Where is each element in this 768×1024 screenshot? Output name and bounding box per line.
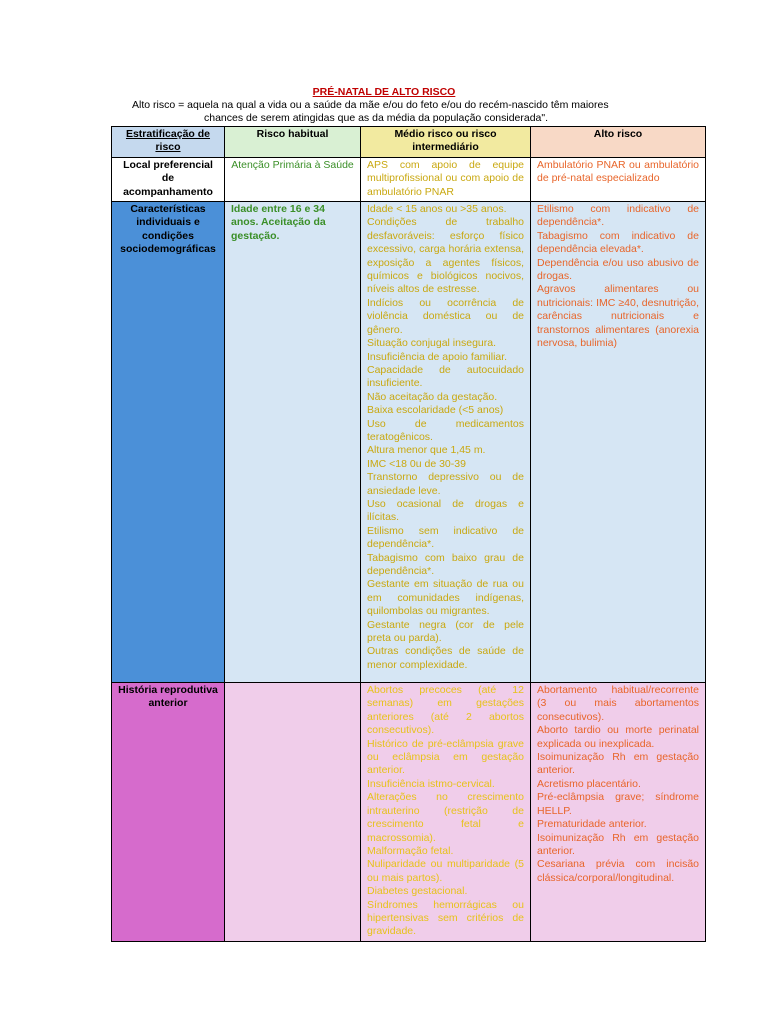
list-item: Agravos alimentares ou nutricionais: IMC ≥40, desnutrição, carências nutricionais e transtornos alimentares (anorexia nervosa, bulimia) xyxy=(537,283,699,350)
intro-paragraph xyxy=(112,99,702,125)
list-item: Capacidade de autocuidado insuficiente. xyxy=(367,363,524,390)
row-reprodutiva-label: História reprodutiva anterior xyxy=(112,683,225,942)
list-item: Aborto tardio ou morte perinatal explicada ou inexplicada. xyxy=(537,724,699,750)
list-item: Tabagismo com indicativo de dependência elevada*. xyxy=(537,229,699,256)
row-socio-medio xyxy=(361,202,531,683)
header-medio-risco: Médio risco ou risco intermediário xyxy=(361,127,531,158)
list-item: Idade < 15 anos ou >35 anos. xyxy=(367,203,507,216)
list-item: Baixa escolaridade (<5 anos) xyxy=(367,404,504,417)
list-item: Uso ocasional de drogas e ilícitas. xyxy=(367,497,524,524)
list-item: Tabagismo com baixo grau de dependência*. xyxy=(367,551,524,577)
list-item: Situação conjugal insegura. xyxy=(367,337,497,350)
list-item: Insuficiência de apoio familiar. xyxy=(367,350,508,363)
row-local-alto: Ambulatório PNAR ou ambulatório de pré-natal especializado xyxy=(531,157,706,201)
row-socio-label: Características individuais e condições sociodemográficas xyxy=(112,202,225,683)
row-reprodutiva-alto xyxy=(531,683,706,942)
list-item: Gestante em situação de rua ou em comunidades indígenas, quilombolas ou migrantes. xyxy=(367,578,524,618)
list-item: Isoimunização Rh em gestação anterior. xyxy=(537,831,699,857)
row-reprodutiva-medio xyxy=(361,683,531,942)
list-item: Histórico de pré-eclâmpsia grave ou eclâmpsia em gestação anterior. xyxy=(367,737,524,777)
header-risco-habitual: Risco habitual xyxy=(225,127,361,158)
list-item: Abortos precoces (até 12 semanas) em gestações anteriores (até 2 abortos consecutivos). xyxy=(367,684,524,737)
list-item: Etilismo sem indicativo de dependência*. xyxy=(367,524,524,551)
intro-line-2: chances de serem atingidas que as da média da população considerada". xyxy=(204,112,549,124)
list-item: Não aceitação da gestação. xyxy=(367,390,498,403)
header-alto-risco: Alto risco xyxy=(531,127,706,158)
list-item: Pré-eclâmpsia grave; síndrome HELLP. xyxy=(537,791,699,817)
row-local-medio: APS com apoio de equipe multiprofissional ou com apoio de ambulatório PNAR xyxy=(361,157,531,201)
list-item: IMC <18 0u de 30-39 xyxy=(367,457,466,470)
list-item: Insuficiência istmo-cervical. xyxy=(367,777,495,790)
list-item: Isoimunização Rh em gestação anterior. xyxy=(537,751,699,777)
list-item: Indícios ou ocorrência de violência doméstica ou de gênero. xyxy=(367,296,524,336)
risk-stratification-table xyxy=(111,126,706,942)
list-item: Cesariana prévia com incisão clássica/corporal/longitudinal. xyxy=(537,858,699,884)
list-item: Prematuridade anterior. xyxy=(537,818,647,831)
list-item: Gestante negra (cor de pele preta ou parda). xyxy=(367,618,524,645)
row-reprodutiva xyxy=(112,683,706,942)
row-reprodutiva-habitual xyxy=(225,683,361,942)
row-socio-habitual-text: Idade entre 16 e 34 anos. Aceitação da gestação. xyxy=(231,203,326,242)
list-item: Síndromes hemorrágicas ou hipertensivas sem critérios de gravidade. xyxy=(367,898,524,938)
list-item: Acretismo placentário. xyxy=(537,777,641,790)
header-row xyxy=(112,127,706,158)
row-socio-habitual xyxy=(225,202,361,683)
document-title: PRÉ-NATAL DE ALTO RISCO xyxy=(312,86,456,98)
list-item: Alterações no crescimento intrauterino (restrição de crescimento fetal e macrossomia). xyxy=(367,791,524,844)
header-estratificacao: Estratificação de risco xyxy=(112,127,225,158)
intro-line-1: Alto risco = aquela na qual a vida ou a saúde da mãe e/ou do feto e/ou do recém-nascido têm maiores xyxy=(132,99,609,111)
list-item: Abortamento habitual/recorrente (3 ou mais abortamentos consecutivos). xyxy=(537,684,699,723)
row-socio xyxy=(112,202,706,683)
list-item: Malformação fetal. xyxy=(367,844,454,857)
list-item: Diabetes gestacional. xyxy=(367,885,468,898)
row-local-label: Local preferencial de acompanhamento xyxy=(112,157,225,201)
list-item: Altura menor que 1,45 m. xyxy=(367,444,486,457)
row-socio-alto xyxy=(531,202,706,683)
row-local-habitual: Atenção Primária à Saúde xyxy=(225,157,361,201)
list-item: Uso de medicamentos teratogênicos. xyxy=(367,417,524,443)
list-item: Etilismo com indicativo de dependência*. xyxy=(537,203,699,229)
list-item: Transtorno depressivo ou de ansiedade leve. xyxy=(367,471,524,497)
list-item: Nuliparidade ou multiparidade (5 ou mais partos). xyxy=(367,858,524,884)
list-item: Outras condições de saúde de menor complexidade. xyxy=(367,645,524,671)
list-item: Condições de trabalho desfavoráveis: esforço físico excessivo, carga horária extensa, exposição a agentes físicos, químicos e biológicos nocivos, níveis altos de estresse. xyxy=(367,216,524,296)
row-local xyxy=(112,157,706,201)
list-item: Dependência e/ou uso abusivo de drogas. xyxy=(537,256,699,283)
